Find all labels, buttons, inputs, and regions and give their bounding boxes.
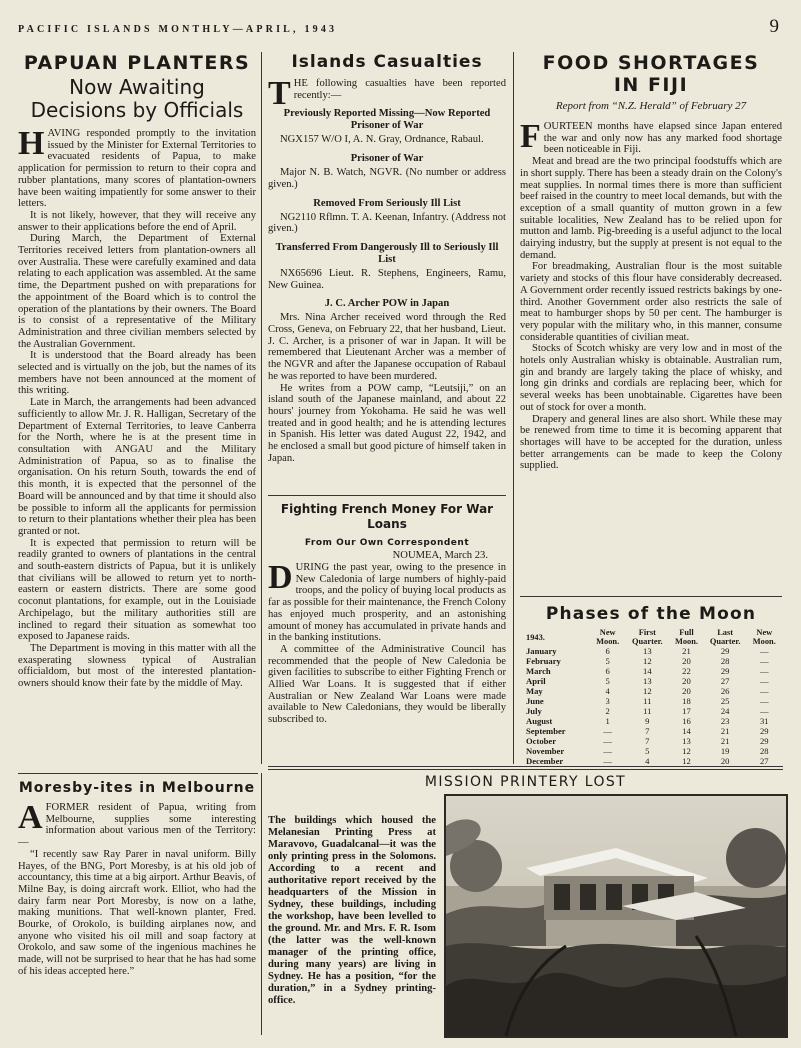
masthead-text: PACIFIC ISLANDS MONTHLY—APRIL, 1943 [18, 24, 338, 35]
moon-day: — [760, 656, 769, 666]
moon-row [520, 746, 782, 756]
food-byline: Report from “N.Z. Herald” of February 27 [555, 100, 747, 112]
moon-day: 20 [682, 656, 691, 666]
moon-day: 12 [643, 656, 652, 666]
moon-row [520, 706, 782, 716]
food-paragraph: Meat and bread are the two principal foodstuffs which are in short supply. There has been a steady drain on the Colony's meat supplies. In normal times there is more than sufficient beef raised in the country to meet local demands, but with the exception of a small quantity of mutton grown in a few suitable localities, New Zealand has to be relied upon for mutton and lamb. Pig-breeding is a useful adjunct to the local dairying industry, but the supply at present is not equal to the demand. [520, 156, 782, 261]
casualty-heading: Previously Reported Missing—Now Reported Prisoner of War [283, 108, 491, 132]
archer-heading: J. C. Archer POW in Japan [324, 298, 450, 310]
archer-paragraph: Mrs. Nina Archer received word through the Red Cross, Geneva, on February 22, that her husband, Lieut. J. C. Archer, is a prisoner of war in Japan. It will be remembered that Lieutenant Archer was a member of the NGVR and after the Japanese occupation of Rabaul he was reported to have been murdered. [268, 312, 506, 382]
casualty-heading: Removed From Seriously Ill List [313, 197, 461, 209]
moon-day: 29 [760, 736, 769, 746]
moon-day: 16 [682, 716, 691, 726]
casualty-text: NGX157 W/O I, A. N. Gray, Ordnance, Rabaul. [280, 134, 484, 146]
moon-month: September [526, 726, 566, 736]
moon-month: January [526, 646, 557, 656]
moon-day: 13 [682, 736, 691, 746]
french-paragraph: A committee of the Administrative Council has recommended that the people of New Caledonia be given facilities to subscribe to either Fighting French or Allied War Loans. It is suggested that if either Australian or New Zealand War Loans were made available to New Caledonians, they would be liberally subscribed to. [268, 643, 506, 726]
moon-day: 11 [643, 706, 652, 716]
papuan-paragraph: It is not likely, however, that they will receive any answer to their applications before the end of April. [18, 209, 256, 233]
moon-section [520, 604, 782, 764]
food-title: FOOD SHORTAGES IN FIJI [542, 52, 760, 96]
food-dropcap: F [520, 118, 541, 155]
mission-article [268, 815, 436, 1040]
moon-day: 21 [682, 646, 691, 656]
moon-day: 5 [645, 746, 650, 756]
casualties-article [268, 52, 506, 492]
moon-day: 23 [720, 716, 730, 726]
rule-moon-top [520, 596, 782, 597]
moon-month: February [526, 656, 561, 666]
casualty-heading: Transferred From Dangerously Ill to Seriously Ill List [275, 241, 499, 265]
moon-day: 18 [682, 696, 691, 706]
moon-month: August [526, 716, 553, 726]
moon-header-row [520, 628, 782, 646]
papuan-subtitle: Now Awaiting Decisions by Officials [30, 75, 244, 122]
moon-day: 13 [643, 646, 652, 656]
moon-month: November [526, 746, 565, 756]
moon-day: 27 [720, 676, 730, 686]
moon-row [520, 646, 782, 656]
french-correspondent: From Our Own Correspondent [304, 538, 470, 548]
moon-col-full: Full Moon. [674, 628, 698, 646]
rule-moresby-top [18, 773, 258, 774]
moon-month: July [526, 706, 542, 716]
food-article [520, 52, 782, 592]
casualties-dropcap: T [268, 75, 291, 112]
french-article [268, 502, 506, 764]
moon-day: — [603, 756, 612, 764]
moon-col-new2: New Moon. [752, 628, 776, 646]
casualty-text: Major N. B. Watch, NGVR. (No number or address given.) [268, 167, 506, 190]
moon-day: — [760, 666, 769, 676]
moon-day: — [603, 726, 612, 736]
moon-month: June [526, 696, 544, 706]
moon-day: 7 [645, 736, 650, 746]
moon-day: 5 [605, 676, 610, 686]
moon-day: 26 [720, 686, 730, 696]
moon-day: 1 [605, 716, 610, 726]
moon-day: 29 [720, 666, 730, 676]
column-rule-left [261, 52, 262, 764]
moon-month: March [526, 666, 551, 676]
moon-day: 2 [605, 706, 610, 716]
moon-month: December [526, 756, 564, 764]
papuan-paragraph: During March, the Department of External Territories received letters from plantation-owners all over Australia. These were carefully examined and data relating to each application was assembled. At the same time, the Department pushed on with preparations for the appointment of the Board which is to control the operation of the plantations by their owners. The Board is to consist of a representative of the Military Administration and three civilian members selected by the Australian Government. [18, 233, 256, 350]
moon-day: 7 [645, 726, 650, 736]
moon-day: 11 [643, 696, 652, 706]
moresby-dropcap: A [18, 799, 43, 836]
column-rule-right [513, 52, 514, 764]
moon-day: 20 [720, 756, 730, 764]
moon-row [520, 686, 782, 696]
moon-day: 14 [643, 666, 652, 676]
casualties-intro: HE following casualties have been reported recently:— [293, 78, 506, 101]
moon-col-last: Last Quarter. [709, 628, 741, 646]
food-paragraph: Drapery and general lines are also short. While these may be renewed from time to time it is becoming apparent that shortages will have to be accepted for the duration, unless better arrangements can be made to keep the Colony supplied. [520, 413, 782, 472]
moon-day: — [760, 646, 769, 656]
moon-day: 12 [682, 746, 691, 756]
moon-day: 3 [605, 696, 610, 706]
moon-month: April [526, 676, 546, 686]
moon-day: 6 [605, 666, 610, 676]
food-paragraph: Stocks of Scotch whisky are very low and in most of the hotels only Australian whisky is obtainable. Australian rum, gin and brandy are largely taking the place of whisky, and long gin drinks and cordials are replacing beer, which for several weeks has been unobtainable. Cigarettes have been out of stock for over a month. [520, 343, 782, 413]
moon-row [520, 656, 782, 666]
moon-day: 4 [645, 756, 650, 764]
moresby-title: Moresby-ites in Melbourne [18, 780, 256, 796]
moon-month: October [526, 736, 557, 746]
moon-day: 19 [720, 746, 730, 756]
moon-day: — [760, 696, 769, 706]
casualty-text: NG2110 Rflmn. T. A. Keenan, Infantry. (Address not given.) [268, 211, 506, 235]
papuan-paragraph: It is understood that the Board already has been selected and is virtually on the job, but the names of its members have not been announced at the moment of this writing. [18, 350, 256, 397]
mission-title: MISSION PRINTERY LOST [424, 774, 627, 790]
moon-day: 20 [682, 686, 691, 696]
food-paragraph: OURTEEN months have elapsed since Japan entered the war and only now has any marked food shortage been noticeable in Fiji. [543, 121, 782, 156]
mission-photo [444, 794, 788, 1038]
moon-row [520, 716, 782, 726]
papuan-paragraph: The Department is moving in this matter with all the exasperating slowness typical of Australian officialdom, but most of the interested plantation-owners should know their fate by the middle of May. [18, 642, 256, 690]
page-number: 9 [769, 16, 779, 37]
moon-day: 21 [720, 726, 730, 736]
moon-table [520, 628, 782, 764]
moon-day: 12 [643, 686, 652, 696]
column-rule-bottom [261, 773, 262, 1035]
papuan-title: PAPUAN PLANTERS [23, 52, 251, 74]
moon-day: 29 [760, 726, 769, 736]
moon-day: — [603, 736, 612, 746]
moon-day: 25 [720, 696, 730, 706]
papuan-paragraph: AVING responded promptly to the invitation issued by the Minister for External Territories to evacuated residents of Papua, to make application for permission to return to their copra and rubber plantations, many scores of plantation-owners have been waiting impatiently for some answer to their letters. [18, 128, 256, 210]
moon-day: 21 [720, 736, 730, 746]
moon-day: — [760, 676, 769, 686]
moon-day: 13 [643, 676, 652, 686]
papuan-article [18, 52, 256, 770]
french-paragraph: URING the past year, owing to the presence in New Caledonia of large numbers of highly-paid troops, and the policy of buying local products as far as possible for their maintenance, the French Colony has enjoyed much prosperity, and an astonishing amount of money has accumulated in private hands and in the banking institutions. [268, 562, 506, 644]
moon-day: 14 [682, 726, 691, 736]
casualty-text: NX65696 Lieut. R. Stephens, Engineers, Ramu, New Guinea. [268, 267, 506, 291]
rule-french-top [268, 495, 506, 496]
moon-day: 20 [682, 676, 691, 686]
moresby-article [18, 776, 256, 1038]
moon-col-first: First Quarter. [632, 628, 663, 646]
moon-day: 22 [682, 666, 691, 676]
papuan-dropcap: H [18, 125, 45, 162]
moon-day: 29 [720, 646, 730, 656]
moon-row [520, 736, 782, 746]
papuan-paragraph: It is expected that permission to return will be readily granted to owners of plantations in the central and south-eastern districts of Papua, but it is unlikely that civilians will be allowed to return yet to north-eastern or eastern districts. There are some good coconut plantations, for example, out in the Louisiade Archipelago, but the military authorities still are inclined to regard their situation as somewhat too exposed to Japanese raids. [18, 537, 256, 643]
french-title: Fighting French Money For War Loans [280, 502, 494, 531]
moon-row [520, 756, 782, 764]
moon-day: 12 [682, 756, 691, 764]
moon-day: 28 [720, 656, 730, 666]
moon-day: 9 [645, 716, 650, 726]
mission-text: The buildings which housed the Melanesian Printing Press at Maravovo, Guadalcanal—it was the only printing press in the Solomons. According to a recent and authoritative report received by the headquarters of the Mission in Sydney, these buildings, including the workshop, have been levelled to the ground. Mr. and Mrs. F. R. Isom (the latter was the well-known manager of the printing office, during many years) are living in Sydney. He has a position, “for the duration,” in a Sydney printing-office. [268, 815, 436, 1006]
moon-row [520, 726, 782, 736]
moresby-paragraph: “I recently saw Ray Parer in naval uniform. Billy Hayes, of the BNG, Port Moresby, is at his old job of accountancy, this time at a big airport. Arthur Beavis, of Milne Bay, is doing aircraft work. Elliot, who had the dairy farm near Port Moresby, is now on a lathe, making munitions. That well-known planter, Fred. Bourke, of Orokolo, is building airplanes now, and anyone who visited his oil mill and soap factory at Orokolo, and saw some of the ingenious machines he made, will not be surprised to hear that he has had some of his ideas accepted here.” [18, 848, 256, 977]
mission-photo-image [446, 796, 786, 1036]
rule-horizontal-main-2 [268, 769, 783, 770]
moon-month: May [526, 686, 543, 696]
moon-row [520, 696, 782, 706]
food-paragraph: For breadmaking, Australian flour is the most suitable variety and stocks of this flour have considerably decreased. A Government order recently issued restricts bakings by one-third. Another Government order also restricts the sale of meat to hamburger shops by 50 per cent. The hamburger is very popular with the military who, in this manner, consume considerable quantities of civilian meat. [520, 261, 782, 343]
moon-day: 6 [605, 646, 610, 656]
moon-row [520, 676, 782, 686]
moon-day: — [760, 706, 769, 716]
papuan-paragraph: Late in March, the arrangements had been advanced sufficiently to allow Mr. J. R. Halligan, Secretary of the Department of External Territories, to leave Canberra for the North, where he is at the present time in consultation with ANGAU and the Military Administration of Papua, so as to finalise the organisation. On his return South, towards the end of this month, it is expected that the personnel of the Board will be announced and by that time it should also be possible to inform all the applicants for permission to return to their plantations whether their plea has been granted or not. [18, 397, 256, 537]
archer-paragraph: He writes from a POW camp, “Leutsiji,” on an island south of the Japanese mainland, and about 22 hours' journey from Yokohama. He said he was well treated and in good health; and he is attending lectures in Spanish. His letter was dated August 22, 1942, and he enclosed a small but good picture of himself taken in Japan. [268, 382, 506, 464]
moon-title: Phases of the Moon [545, 604, 757, 624]
casualties-title: Islands Casualties [291, 52, 483, 72]
moresby-paragraph: FORMER resident of Papua, writing from Melbourne, supplies some interesting information about various men of the Territory:— [18, 802, 256, 849]
moon-day: 24 [720, 706, 730, 716]
moon-day: 27 [760, 756, 769, 764]
french-dateline: NOUMEA, March 23. [392, 550, 488, 561]
masthead [18, 16, 783, 37]
moon-day: — [760, 686, 769, 696]
moon-row [520, 666, 782, 676]
french-dropcap: D [268, 559, 293, 596]
moon-col-year: 1943. [526, 632, 545, 642]
moon-col-new: New Moon. [596, 628, 620, 646]
moon-day: 5 [605, 656, 610, 666]
moon-day: 28 [760, 746, 769, 756]
moon-day: 31 [760, 716, 769, 726]
rule-horizontal-main [268, 766, 783, 767]
moon-day: 17 [682, 706, 691, 716]
moon-day: 4 [605, 686, 610, 696]
casualty-heading: Prisoner of War [350, 153, 424, 165]
moon-day: — [603, 746, 612, 756]
